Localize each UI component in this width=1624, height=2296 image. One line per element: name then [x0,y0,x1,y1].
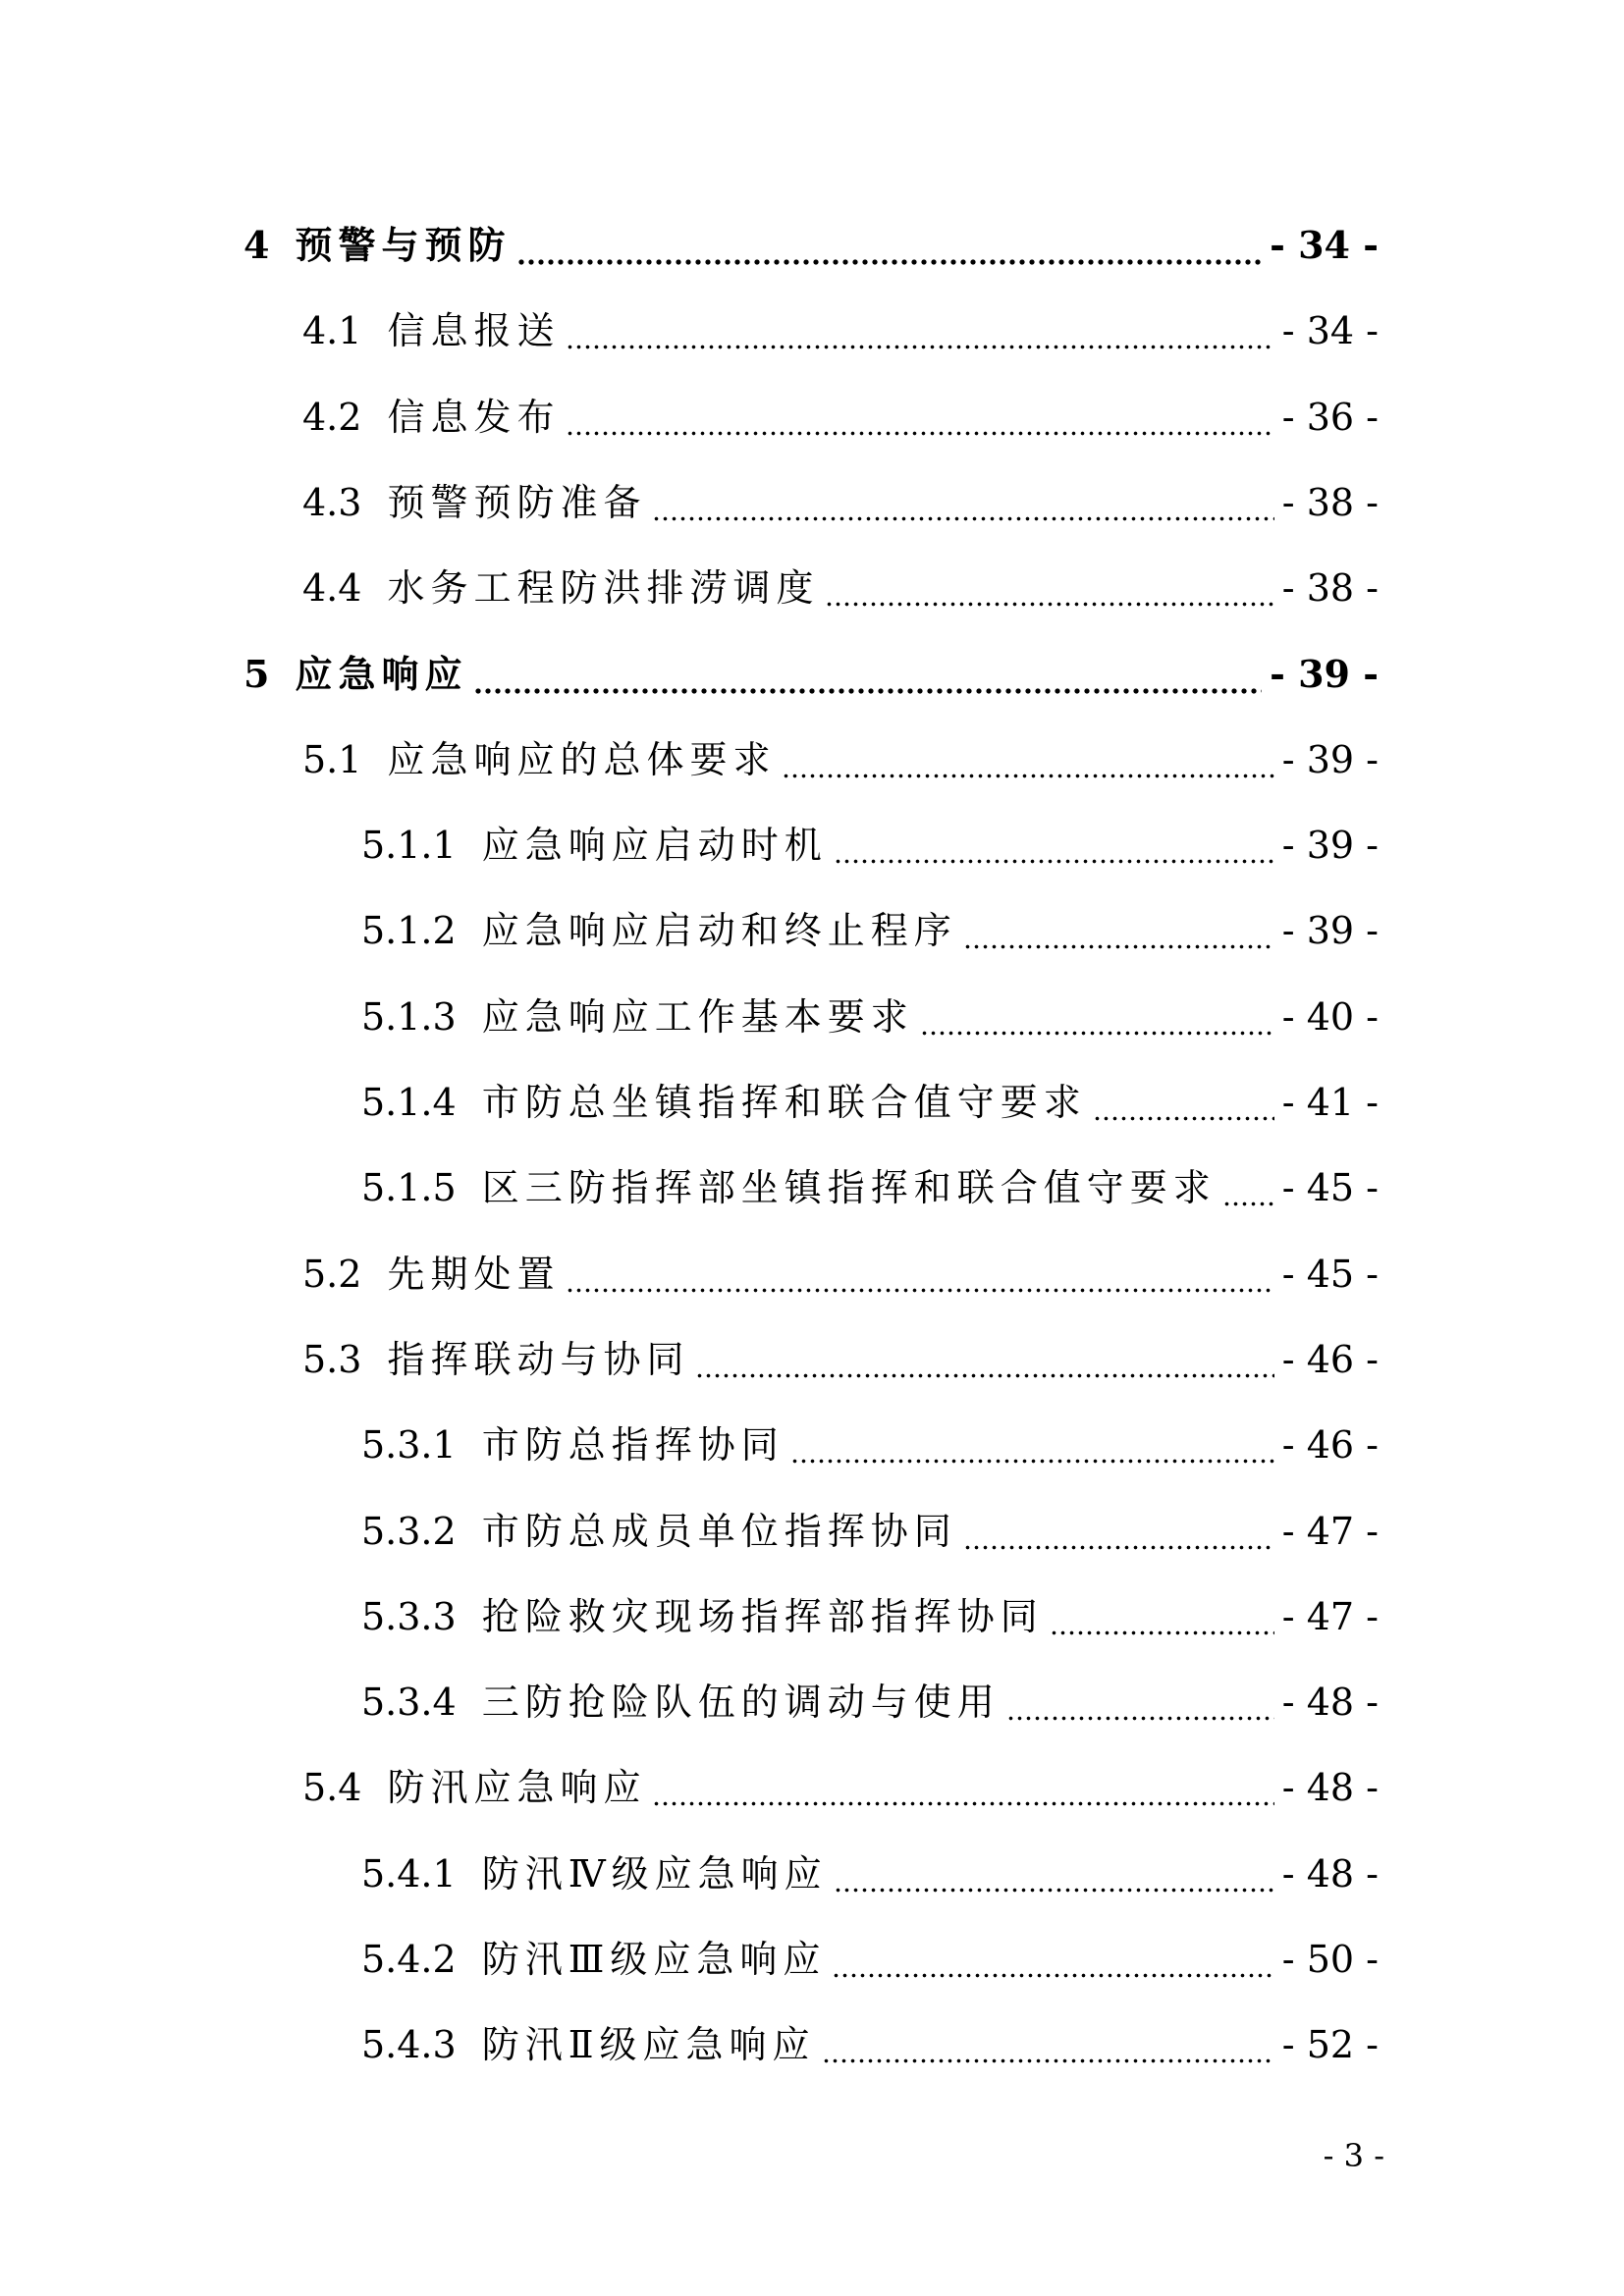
toc-entry-title: 应急响应启动时机 [481,824,828,868]
toc-entry-title: 三防抢险队伍的调动与使用 [481,1681,1001,1725]
toc-entry[interactable] [302,722,1379,785]
toc-dot-leader [822,2019,1274,2070]
toc-entry-title: 市防总坐镇指挥和联合值守要求 [481,1081,1087,1124]
toc-entry-title: 应急响应工作基本要求 [481,994,914,1039]
toc-entry-number: 5.1.2 [361,909,457,953]
toc-entry-page: - 48 - [1281,1681,1379,1725]
toc-entry[interactable] [302,380,1379,443]
toc-entry-number: 4.1 [302,309,362,353]
toc-entry-page: - 45 - [1281,1166,1379,1210]
toc-dot-leader [652,477,1273,528]
toc-entry-title: 市防总指挥协同 [481,1423,785,1468]
toc-dot-leader [1006,1677,1274,1728]
toc-entry-title: 预警与预防 [295,223,512,267]
toc-entry[interactable] [302,1750,1379,1813]
toc-entry-number: 5.1.3 [361,994,457,1039]
toc-entry-number: 5.1.5 [361,1166,457,1210]
toc-entry[interactable] [302,294,1379,356]
toc-dot-leader [566,392,1273,443]
toc-entry-title: 应急响应的总体要求 [387,737,777,781]
toc-entry-number: 4.4 [302,566,362,611]
toc-entry-page: - 41 - [1281,1081,1379,1124]
toc-entry-title: 应急响应启动和终止程序 [481,909,957,953]
toc-entry-number: 5 [244,651,270,696]
toc-entry-number: 5.1.1 [361,824,457,868]
toc-entry-title: 信息发布 [387,395,561,439]
toc-entry-title: 应急响应 [295,651,468,696]
toc-dot-leader [566,1249,1273,1300]
toc-entry[interactable] [361,1579,1379,1642]
toc-dot-leader [834,820,1274,871]
toc-entry-page: - 39 - [1281,737,1379,781]
toc-entry-number: 5.3.1 [361,1423,457,1468]
toc-entry-page: - 39 - [1270,651,1379,696]
toc-entry-page: - 36 - [1281,395,1379,439]
toc-entry-page: - 40 - [1281,994,1379,1039]
toc-entry-title: 信息报送 [387,309,561,353]
toc-entry-number: 5.4.1 [361,1851,457,1896]
toc-entry[interactable] [302,551,1379,614]
toc-dot-leader [566,305,1273,356]
toc-entry-page: - 39 - [1281,909,1379,953]
toc-entry[interactable] [361,893,1379,956]
toc-entry-page: - 38 - [1281,566,1379,611]
toc-dot-leader [832,1934,1273,1985]
toc-entry-number: 4 [244,223,270,267]
toc-entry-page: - 39 - [1281,824,1379,868]
toc-dot-leader [1050,1591,1274,1642]
toc-entry[interactable] [361,2007,1379,2070]
toc-entry-page: - 47 - [1281,1594,1379,1638]
toc-entry-page: - 46 - [1281,1337,1379,1381]
toc-entry[interactable] [302,1237,1379,1300]
toc-dot-leader [516,220,1262,271]
toc-entry[interactable] [361,1922,1379,1985]
toc-dot-leader [963,905,1274,956]
toc-dot-leader [920,991,1274,1042]
toc-entry-page: - 52 - [1281,2023,1379,2067]
toc-entry[interactable] [361,1494,1379,1557]
toc-entry-title: 防汛Ⅱ级应急响应 [481,2023,816,2067]
toc-entry-title: 指挥联动与协同 [387,1337,690,1381]
toc-dot-leader [825,562,1273,614]
toc-entry[interactable] [244,637,1379,700]
toc-entry[interactable] [361,1065,1379,1128]
toc-dot-leader [652,1762,1273,1813]
toc-dot-leader [782,734,1273,785]
toc-entry[interactable] [361,1150,1379,1213]
toc-entry-title: 防汛Ⅳ级应急响应 [481,1851,828,1896]
toc-entry-number: 5.4 [302,1766,362,1810]
toc-dot-leader [1093,1077,1274,1128]
toc-entry-page: - 34 - [1281,309,1379,353]
toc-entry-number: 5.3 [302,1337,362,1381]
toc-dot-leader [1222,1162,1274,1213]
toc-entry-number: 5.3.3 [361,1594,457,1638]
toc-entry-title: 预警预防准备 [387,480,647,524]
toc-entry-page: - 46 - [1281,1423,1379,1468]
toc-entry-number: 5.1.4 [361,1081,457,1124]
toc-entry-title: 防汛Ⅲ级应急响应 [481,1938,827,1981]
toc-entry-page: - 47 - [1281,1509,1379,1553]
toc-entry-page: - 48 - [1281,1851,1379,1896]
toc-entry-title: 先期处置 [387,1252,561,1296]
toc-entry-number: 5.1 [302,737,362,781]
toc-entry[interactable] [361,1408,1379,1470]
toc-entry-number: 5.3.4 [361,1681,457,1725]
toc-entry-number: 5.4.3 [361,2023,457,2067]
toc-dot-leader [695,1334,1273,1385]
toc-dot-leader [473,649,1262,700]
toc-entry[interactable] [361,808,1379,871]
toc-entry-page: - 45 - [1281,1252,1379,1296]
toc-entry-title: 区三防指挥部坐镇指挥和联合值守要求 [481,1166,1217,1210]
toc-entry-number: 5.2 [302,1252,362,1296]
toc-entry-number: 4.3 [302,480,362,524]
toc-dot-leader [790,1419,1274,1470]
toc-entry-number: 5.3.2 [361,1509,457,1553]
toc-entry[interactable] [361,1837,1379,1899]
toc-entry-page: - 34 - [1270,223,1379,267]
toc-entry-number: 4.2 [302,395,362,439]
toc-entry[interactable] [361,980,1379,1042]
toc-entry-title: 抢险救灾现场指挥部指挥协同 [481,1594,1044,1638]
toc-entry[interactable] [302,1322,1379,1385]
toc-entry-title: 市防总成员单位指挥协同 [481,1509,957,1553]
toc-dot-leader [834,1848,1274,1899]
toc-entry-title: 防汛应急响应 [387,1766,647,1810]
toc-entry-number: 5.4.2 [361,1938,457,1981]
toc-entry[interactable] [302,465,1379,528]
toc-entry[interactable] [244,208,1379,271]
toc-entry[interactable] [361,1665,1379,1728]
toc-entry-page: - 48 - [1281,1766,1379,1810]
toc-entry-page: - 50 - [1281,1938,1379,1981]
toc-dot-leader [963,1506,1274,1557]
toc-entry-page: - 38 - [1281,480,1379,524]
toc-entry-title: 水务工程防洪排涝调度 [387,566,820,611]
page-number: - 3 - [1323,2137,1384,2174]
